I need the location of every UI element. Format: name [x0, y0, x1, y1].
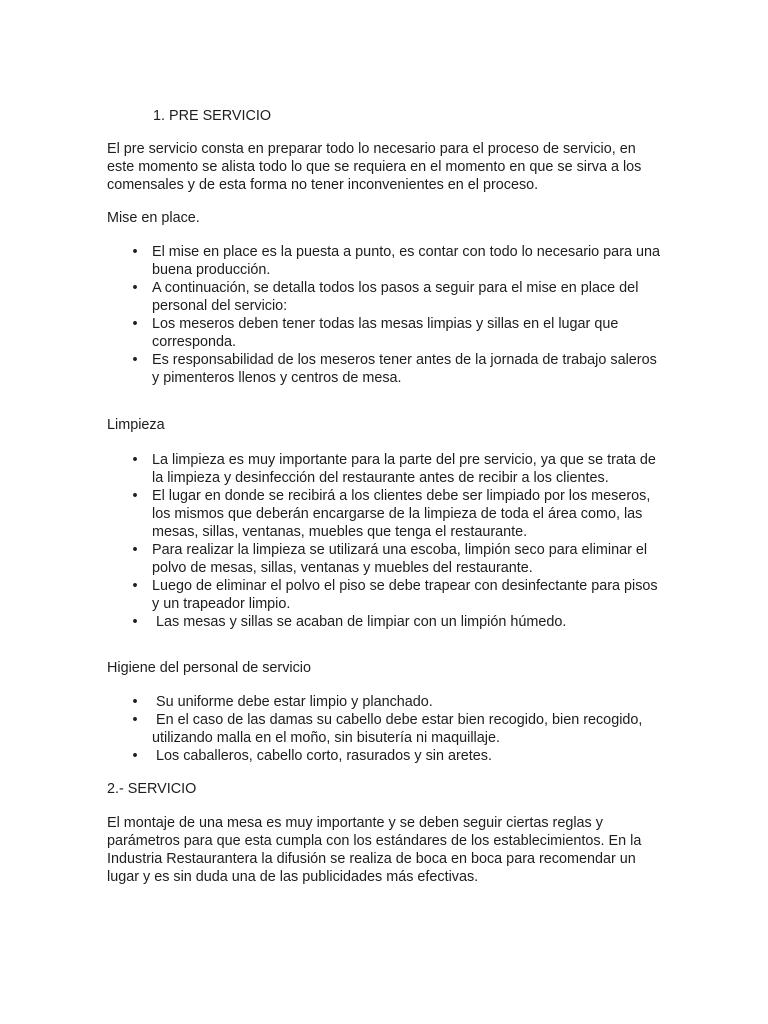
- list-item-text: Los meseros deben tener todas las mesas limpias y sillas en el lugar que corresponda.: [152, 316, 623, 350]
- list-item-text: El lugar en donde se recibirá a los clientes debe ser limpiado por los meseros, los mismos que deberán encargarse de la limpieza de toda el área como, las mesas, sillas, ventanas, muebles que tenga el restaurante.: [152, 488, 655, 540]
- heading-mise-en-place: Mise en place.: [107, 210, 200, 226]
- bullet-icon: •: [132, 712, 138, 728]
- bullet-icon: •: [132, 452, 138, 468]
- list-item-text: Luego de eliminar el polvo el piso se debe trapear con desinfectante para pisos y un trapeador limpio.: [152, 578, 662, 612]
- bullet-icon: •: [132, 316, 138, 332]
- list-item-text: El mise en place es la puesta a punto, es contar con todo lo necesario para una buena producción.: [152, 244, 664, 278]
- list-item: [107, 243, 667, 279]
- section-title-servicio: 2.- SERVICIO: [107, 781, 197, 797]
- heading-higiene: Higiene del personal de servicio: [107, 660, 311, 676]
- list-item-text: Su uniforme debe estar limpio y planchado.: [152, 694, 433, 710]
- bullet-icon: •: [132, 488, 138, 504]
- intro-paragraph: El pre servicio consta en preparar todo lo necesario para el proceso de servicio, en este momento se alista todo lo que se requiera en el momento en que se sirva a los comensales y de esta forma no tener inconvenientes en el proceso.: [107, 141, 642, 193]
- list-item-text: En el caso de las damas su cabello debe estar bien recogido, bien recogido, utilizando malla en el moño, sin bisutería ni maquillaje.: [152, 712, 647, 746]
- list-item-text: A continuación, se detalla todos los pasos a seguir para el mise en place del personal del servicio:: [152, 280, 643, 314]
- list-item: [107, 487, 667, 541]
- bullet-icon: •: [132, 542, 138, 558]
- servicio-paragraph: El montaje de una mesa es muy importante y se deben seguir ciertas reglas y parámetros para que esta cumpla con los estándares de los establecimientos. En la Industria Restaurantera la difusión se realiza de boca en boca para recomendar un lugar y es sin duda una de las publicidades más efectivas.: [107, 815, 642, 885]
- bullet-icon: •: [132, 244, 138, 260]
- list-item-text: Los caballeros, cabello corto, rasurados y sin aretes.: [152, 748, 492, 764]
- bullet-icon: •: [132, 578, 138, 594]
- list-higiene: [107, 693, 667, 765]
- list-item: [107, 577, 667, 613]
- list-item-text: Para realizar la limpieza se utilizará una escoba, limpión seco para eliminar el polvo de mesas, sillas, ventanas y muebles del restaurante.: [152, 542, 652, 576]
- section-title-pre-servicio: 1. PRE SERVICIO: [153, 108, 272, 124]
- heading-limpieza: Limpieza: [107, 417, 165, 433]
- list-item: [107, 351, 667, 387]
- list-item-text: Las mesas y sillas se acaban de limpiar con un limpión húmedo.: [152, 614, 567, 630]
- list-item: [107, 693, 667, 711]
- list-item: [107, 279, 667, 315]
- bullet-icon: •: [132, 352, 138, 368]
- list-item: [107, 541, 667, 577]
- bullet-icon: •: [132, 614, 138, 630]
- bullet-icon: •: [132, 280, 138, 296]
- list-item: [107, 315, 667, 351]
- list-item: [107, 747, 667, 765]
- list-limpieza: [107, 451, 667, 631]
- list-item-text: La limpieza es muy importante para la parte del pre servicio, ya que se trata de la limpieza y desinfección del restaurante antes de recibir a los clientes.: [152, 452, 660, 486]
- list-item: [107, 613, 667, 631]
- bullet-icon: •: [132, 748, 138, 764]
- bullet-icon: •: [132, 694, 138, 710]
- list-mise-en-place: [107, 243, 667, 387]
- list-item: [107, 451, 667, 487]
- list-item: [107, 711, 667, 747]
- list-item-text: Es responsabilidad de los meseros tener antes de la jornada de trabajo saleros y pimenteros llenos y centros de mesa.: [152, 352, 661, 386]
